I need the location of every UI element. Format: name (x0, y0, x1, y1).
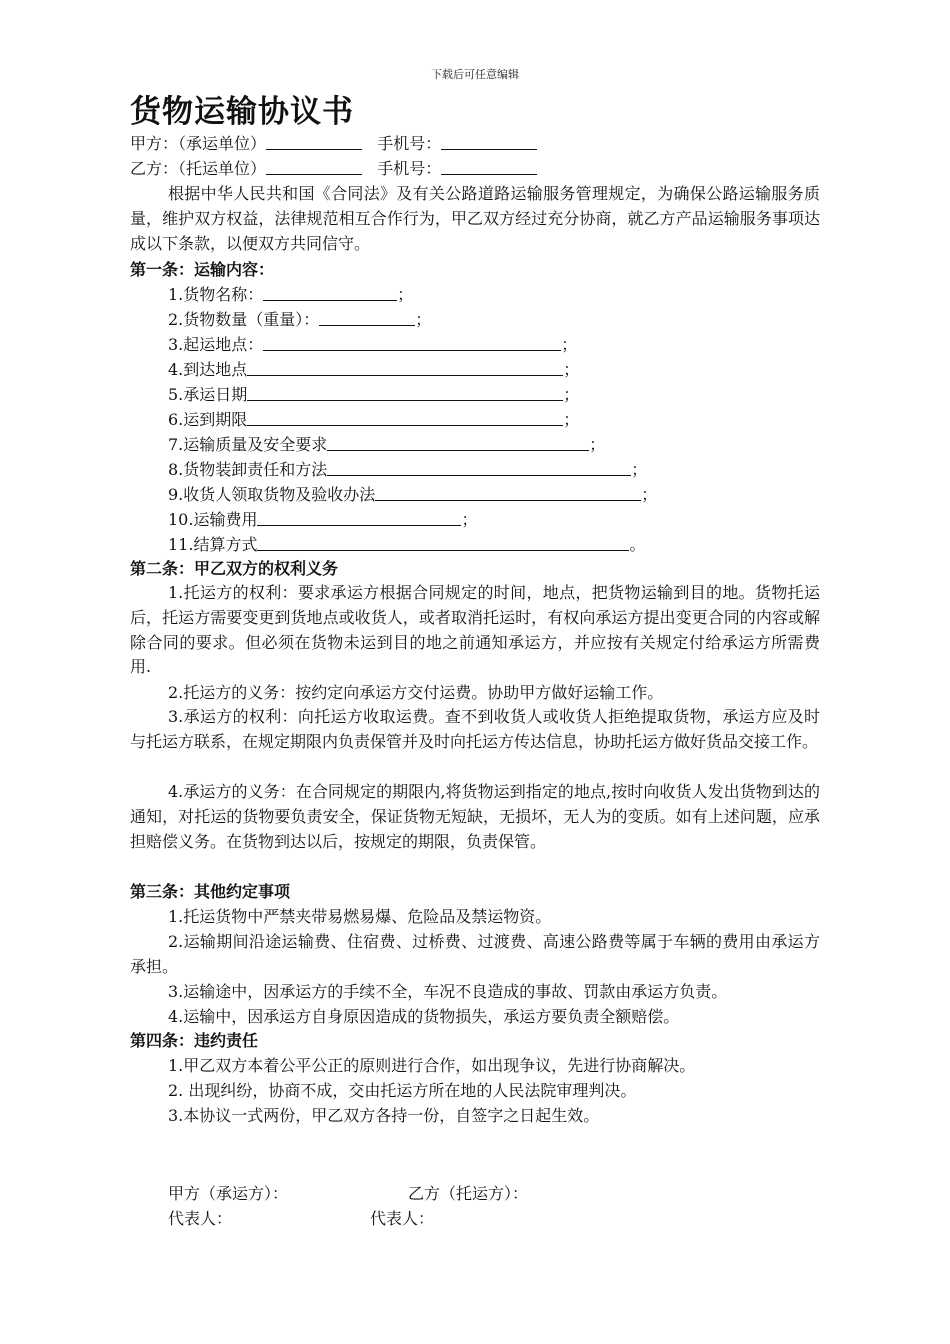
article3-paragraph: 3.运输途中，因承运方的手续不全，车况不良造成的事故、罚款由承运方负责。 (168, 982, 728, 1001)
item-blank[interactable] (375, 484, 641, 501)
article3-paragraph: 1.托运货物中严禁夹带易燃易爆、危险品及禁运物资。 (168, 907, 552, 926)
article1-item: 11.结算方式 。 (168, 535, 646, 554)
article4-heading: 第四条：违约责任 (130, 1031, 259, 1050)
article4-paragraph: 2. 出现纠纷，协商不成，交由托运方所在地的人民法院审理判决。 (168, 1081, 637, 1100)
article1-item: 8.货物装卸责任和方法 ； (168, 460, 648, 479)
article4-paragraph: 1.甲乙双方本着公平公正的原则进行合作，如出现争议，先进行协商解决。 (168, 1056, 696, 1075)
item-blank[interactable] (257, 509, 461, 526)
signature-party-b: 乙方（托运方）： (408, 1184, 529, 1203)
item-blank[interactable] (327, 434, 589, 451)
item-blank[interactable] (263, 334, 561, 351)
party-b-line (130, 157, 537, 181)
party-b-blank[interactable] (266, 158, 362, 175)
item-blank[interactable] (319, 309, 415, 326)
article1-item: 4.到达地点 ； (168, 360, 580, 379)
signature-rep-a: 代表人： (168, 1209, 233, 1228)
party-b-phone-blank[interactable] (441, 158, 537, 175)
party-a-phone-blank[interactable] (441, 133, 537, 150)
article1-heading: 第一条：运输内容： (130, 260, 275, 279)
party-a-blank[interactable] (266, 133, 362, 150)
article2-paragraph: 2.托运方的义务：按约定向承运方交付运费。协助甲方做好运输工作。 (168, 683, 664, 702)
article2-paragraph: 1.托运方的权利：要求承运方根据合同规定的时间，地点，把货物运输到目的地。货物托运后，托运方需要变更到货地点或收货人，或者取消托运时，有权向承运方提出变更合同的内容或解除合同的要求。但必须在货物未运到目的地之前通知承运方，并应按有关规定付给承运方所需费用. (130, 583, 820, 677)
article1-item: 3.起运地点： ； (168, 335, 578, 354)
item-blank[interactable] (263, 284, 397, 301)
item-blank[interactable] (247, 359, 563, 376)
party-a-label: 甲方：（承运单位） (130, 134, 267, 153)
party-b-label: 乙方：（托运单位） (130, 159, 267, 178)
article4-paragraph: 3.本协议一式两份，甲乙双方各持一份，自签字之日起生效。 (168, 1106, 600, 1125)
article1-item: 9.收货人领取货物及验收办法 ； (168, 485, 658, 504)
article1-item: 6.运到期限 ； (168, 410, 580, 429)
party-b-phone-label: 手机号： (377, 159, 442, 178)
article2-paragraph: 4.承运方的义务：在合同规定的期限内,将货物运到指定的地点,按时向收货人发出货物到达的通知，对托运的货物要负责安全，保证货物无短缺，无损坏，无人为的变质。如有上述问题，应承担赔偿义务。在货物到达以后，按规定的期限，负责保管。 (130, 782, 820, 851)
article2-heading: 第二条：甲乙双方的权利义务 (130, 559, 339, 578)
article1-item: 1.货物名称： ； (168, 285, 414, 304)
article3-heading: 第三条：其他约定事项 (130, 882, 291, 901)
signature-rep-b: 代表人： (370, 1209, 435, 1228)
article1-item: 10.运输费用 ； (168, 510, 478, 529)
article2-paragraph: 3.承运方的权利：向托运方收取运费。查不到收货人或收货人拒绝提取货物，承运方应及时与托运方联系，在规定期限内负责保管并及时向托运方传达信息，协助托运方做好货品交接工作。 (130, 707, 820, 751)
article1-item: 2.货物数量（重量）： ； (168, 310, 432, 329)
header-note: 下载后可任意编辑 (431, 68, 519, 81)
signature-party-a: 甲方（承运方）： (168, 1184, 289, 1203)
document-title: 货物运输协议书 (130, 94, 354, 130)
party-a-line (130, 132, 537, 156)
item-blank[interactable] (247, 409, 563, 426)
article3-paragraph: 2.运输期间沿途运输费、住宿费、过桥费、过渡费、高速公路费等属于车辆的费用由承运方承担。 (130, 932, 820, 976)
article3-paragraph: 4.运输中，因承运方自身原因造成的货物损失，承运方要负责全额赔偿。 (168, 1007, 680, 1026)
party-a-phone-label: 手机号： (377, 134, 442, 153)
intro-paragraph: 根据中华人民共和国《合同法》及有关公路道路运输服务管理规定，为确保公路运输服务质量，维护双方权益，法律规范相互合作行为，甲乙双方经过充分协商，就乙方产品运输服务事项达成以下条款，以便双方共同信守。 (130, 184, 820, 253)
item-blank[interactable] (247, 384, 563, 401)
item-blank[interactable] (257, 534, 629, 551)
article1-item: 7.运输质量及安全要求 ； (168, 435, 606, 454)
item-blank[interactable] (327, 459, 631, 476)
article1-item: 5.承运日期 ； (168, 385, 580, 404)
